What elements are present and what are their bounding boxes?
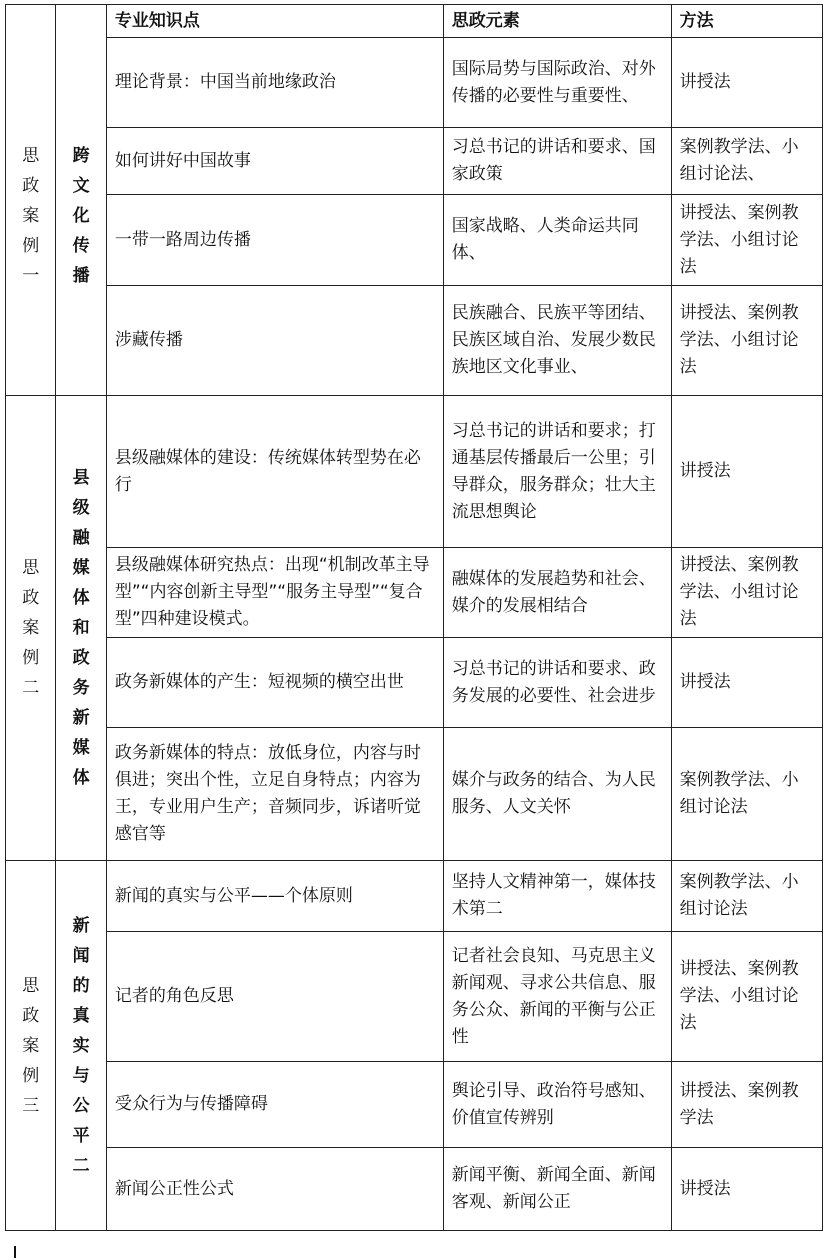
method-cell: 讲授法、案例教学法、小组讨论法 <box>671 932 822 1062</box>
case-label-text: 思政案例一 <box>22 146 40 287</box>
header-knowledge: 专业知识点 <box>106 5 443 38</box>
case-label-text: 思政案例三 <box>22 975 40 1116</box>
element-cell: 国际局势与国际政治、对外传播的必要性与重要性、 <box>443 38 671 128</box>
table-row <box>6 861 823 932</box>
table-row <box>6 932 823 1062</box>
knowledge-cell: 理论背景：中国当前地缘政治 <box>106 38 443 128</box>
element-cell: 记者社会良知、马克思主义新闻观、寻求公共信息、服务公众、新闻的平衡与公正性 <box>443 932 671 1062</box>
element-cell: 坚持人文精神第一，媒体技术第二 <box>443 861 671 932</box>
element-cell: 媒介与政务的结合、为人民服务、人文关怀 <box>443 728 671 861</box>
table-row <box>6 1062 823 1148</box>
element-cell: 习总书记的讲话和要求、政务发展的必要性、社会进步 <box>443 638 671 728</box>
element-cell: 新闻平衡、新闻全面、新闻客观、新闻公正 <box>443 1148 671 1231</box>
header-method: 方法 <box>671 5 822 38</box>
method-cell: 讲授法、案例教学法、小组讨论法 <box>671 286 822 396</box>
knowledge-cell: 政务新媒体的特点：放低身位，内容与时俱进；突出个性，立足自身特点；内容为王，专业用户生产；音频同步，诉诸听觉感官等 <box>106 728 443 861</box>
table-row <box>6 396 823 548</box>
method-cell: 讲授法 <box>671 396 822 548</box>
table-row <box>6 128 823 195</box>
element-cell: 习总书记的讲话和要求、国家政策 <box>443 128 671 195</box>
topic-label-3 <box>56 861 106 1231</box>
case-label-1 <box>6 38 56 396</box>
element-cell: 国家战略、人类命运共同体、 <box>443 195 671 286</box>
element-cell: 融媒体的发展趋势和社会、媒介的发展相结合 <box>443 548 671 638</box>
topic-label-1 <box>56 38 106 396</box>
method-cell: 讲授法、案例教学法、小组讨论法 <box>671 195 822 286</box>
case-label-2 <box>6 396 56 861</box>
knowledge-cell: 县级融媒体的建设：传统媒体转型势在必行 <box>106 396 443 548</box>
topic-label-2 <box>56 396 106 861</box>
table-row <box>6 195 823 286</box>
header-blank-case <box>6 5 56 38</box>
knowledge-cell: 新闻公正性公式 <box>106 1148 443 1231</box>
knowledge-cell: 一带一路周边传播 <box>106 195 443 286</box>
topic-label-text: 新闻的真实与公平二 <box>72 915 90 1176</box>
method-cell: 案例教学法、小组讨论法 <box>671 728 822 861</box>
method-cell: 案例教学法、小组讨论法 <box>671 861 822 932</box>
element-cell: 民族融合、民族平等团结、民族区域自治、发展少数民族地区文化事业、 <box>443 286 671 396</box>
table-row <box>6 1148 823 1231</box>
paragraph-end-mark <box>14 1246 16 1258</box>
element-cell: 习总书记的讲话和要求；打通基层传播最后一公里；引导群众，服务群众；壮大主流思想舆论 <box>443 396 671 548</box>
method-cell: 讲授法 <box>671 1148 822 1231</box>
header-element: 思政元素 <box>443 5 671 38</box>
header-row <box>6 5 823 38</box>
case-label-3 <box>6 861 56 1231</box>
method-cell: 案例教学法、小组讨论法、 <box>671 128 822 195</box>
table-row <box>6 286 823 396</box>
method-cell: 讲授法、案例教学法、小组讨论法 <box>671 548 822 638</box>
method-cell: 讲授法、案例教学法 <box>671 1062 822 1148</box>
method-cell: 讲授法 <box>671 38 822 128</box>
knowledge-cell: 涉藏传播 <box>106 286 443 396</box>
knowledge-cell: 新闻的真实与公平——个体原则 <box>106 861 443 932</box>
table-row <box>6 548 823 638</box>
table-row <box>6 38 823 128</box>
topic-label-text: 县级融媒体和政务新媒体 <box>72 468 90 788</box>
topic-label-text: 跨文化传播 <box>72 146 90 287</box>
knowledge-cell: 如何讲好中国故事 <box>106 128 443 195</box>
element-cell: 舆论引导、政治符号感知、价值宣传辨别 <box>443 1062 671 1148</box>
table-row <box>6 638 823 728</box>
knowledge-cell: 县级融媒体研究热点：出现“机制改革主导型”“内容创新主导型”“服务主导型”“复合型”四种建设模式。 <box>106 548 443 638</box>
ideology-curriculum-table <box>5 4 823 1231</box>
case-label-text: 思政案例二 <box>22 558 40 698</box>
knowledge-cell: 受众行为与传播障碍 <box>106 1062 443 1148</box>
knowledge-cell: 记者的角色反思 <box>106 932 443 1062</box>
table-row <box>6 728 823 861</box>
header-blank-topic <box>56 5 106 38</box>
method-cell: 讲授法 <box>671 638 822 728</box>
knowledge-cell: 政务新媒体的产生：短视频的横空出世 <box>106 638 443 728</box>
